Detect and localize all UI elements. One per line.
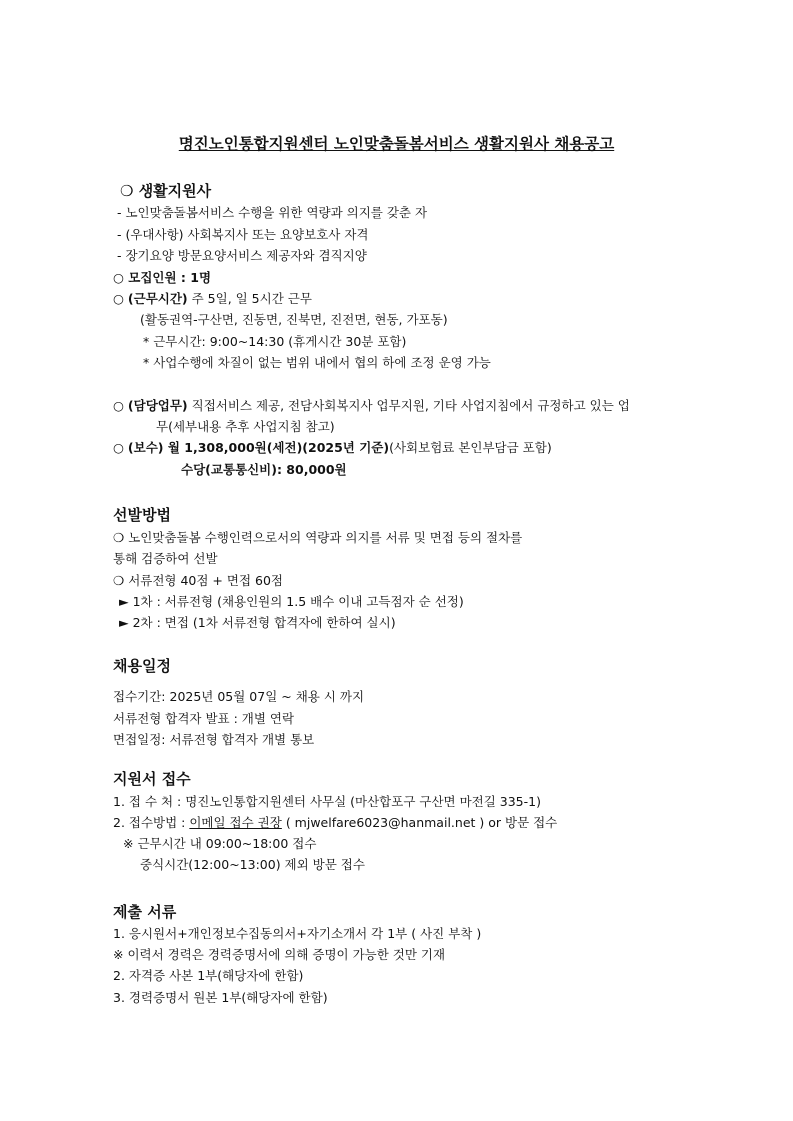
document-line: 1. 응시원서+개인정보수집동의서+자기소개서 각 1부 ( 사진 부착 ) [113,926,482,941]
selection-heading: 선발방법 [113,506,171,524]
pay-line: ○ (보수) 월 1,308,000원(세전)(2025년 기준)(사회보험료 본인부담금 포함) [113,440,552,455]
activity-area: (활동권역-구산면, 진동면, 진북면, 진전면, 현동, 가포동) [140,312,448,327]
document-line: 2. 자격증 사본 1부(해당자에 한함) [113,968,304,983]
arrow-right-icon: ► [119,594,129,609]
application-note: 중식시간(12:00~13:00) 제외 방문 접수 [140,857,365,872]
hollow-circle-bullet-icon: ❍ [120,182,134,200]
document-line: 3. 경력증명서 원본 1부(해당자에 한함) [113,990,328,1005]
circle-bullet-icon: ○ [113,270,124,285]
page-title: 명진노인통합지원센터 노인맞춤돌봄서비스 생활지원사 채용공고 [178,135,615,153]
selection-line: ❍ 서류전형 40점 + 면접 60점 [113,573,283,588]
allowance-line: 수당(교통통신비): 80,000원 [181,462,347,477]
document-line: ※ 이력서 경력은 경력증명서에 의해 증명이 가능한 것만 기재 [113,947,446,962]
position-heading: ❍ 생활지원사 [120,182,212,200]
documents-heading: 제출 서류 [113,903,177,921]
requirement-line: - 장기요양 방문요양서비스 제공자와 겸직지양 [117,248,367,263]
selection-line: ❍ 노인맞춤돌봄 수행인력으로서의 역량과 의지를 서류 및 면접 등의 절차를 [113,530,523,545]
requirement-line: - (우대사항) 사회복지사 또는 요양보호사 자격 [117,227,369,242]
adjust-note: * 사업수행에 차질이 없는 범위 내에서 협의 하에 조정 운영 가능 [143,355,491,370]
hollow-circle-bullet-icon: ❍ [113,530,125,545]
application-method: 2. 접수방법 : 이메일 접수 권장 ( mjwelfare6023@hanmail.net ) or 방문 접수 [113,815,558,830]
schedule-line: 접수기간: 2025년 05월 07일 ~ 채용 시 까지 [113,689,365,704]
schedule-line: 서류전형 합격자 발표 : 개별 연락 [113,711,295,726]
hollow-circle-bullet-icon: ❍ [113,573,125,588]
schedule-line: 면접일정: 서류전형 합격자 개별 통보 [113,732,315,747]
work-time-note: * 근무시간: 9:00~14:30 (휴게시간 30분 포함) [143,334,407,349]
work-hours: ○ (근무시간) 주 5일, 일 5시간 근무 [113,291,312,306]
duty-line: ○ (담당업무) 직접서비스 제공, 전담사회복지사 업무지원, 기타 사업지침에서 규정하고 있는 업 [113,398,630,413]
duty-continuation: 무(세부내용 추후 사업지침 참고) [156,419,335,434]
circle-bullet-icon: ○ [113,291,124,306]
schedule-heading: 채용일정 [113,657,171,675]
application-heading: 지원서 접수 [113,770,191,788]
selection-line: 통해 검증하여 선발 [113,551,218,566]
circle-bullet-icon: ○ [113,398,124,413]
requirement-line: - 노인맞춤돌봄서비스 수행을 위한 역량과 의지를 갖춘 자 [117,205,428,220]
recruit-count: ○ 모집인원 : 1명 [113,270,212,285]
application-note: ※ 근무시간 내 09:00~18:00 접수 [123,836,317,851]
selection-step: ► 2차 : 면접 (1차 서류전형 합격자에 한하여 실시) [119,615,396,630]
circle-bullet-icon: ○ [113,440,124,455]
application-place: 1. 접 수 처 : 명진노인통합지원센터 사무실 (마산합포구 구산면 마전길 335-1) [113,794,541,809]
selection-step: ► 1차 : 서류전형 (채용인원의 1.5 배수 이내 고득점자 순 선정) [119,594,464,609]
arrow-right-icon: ► [119,615,129,630]
